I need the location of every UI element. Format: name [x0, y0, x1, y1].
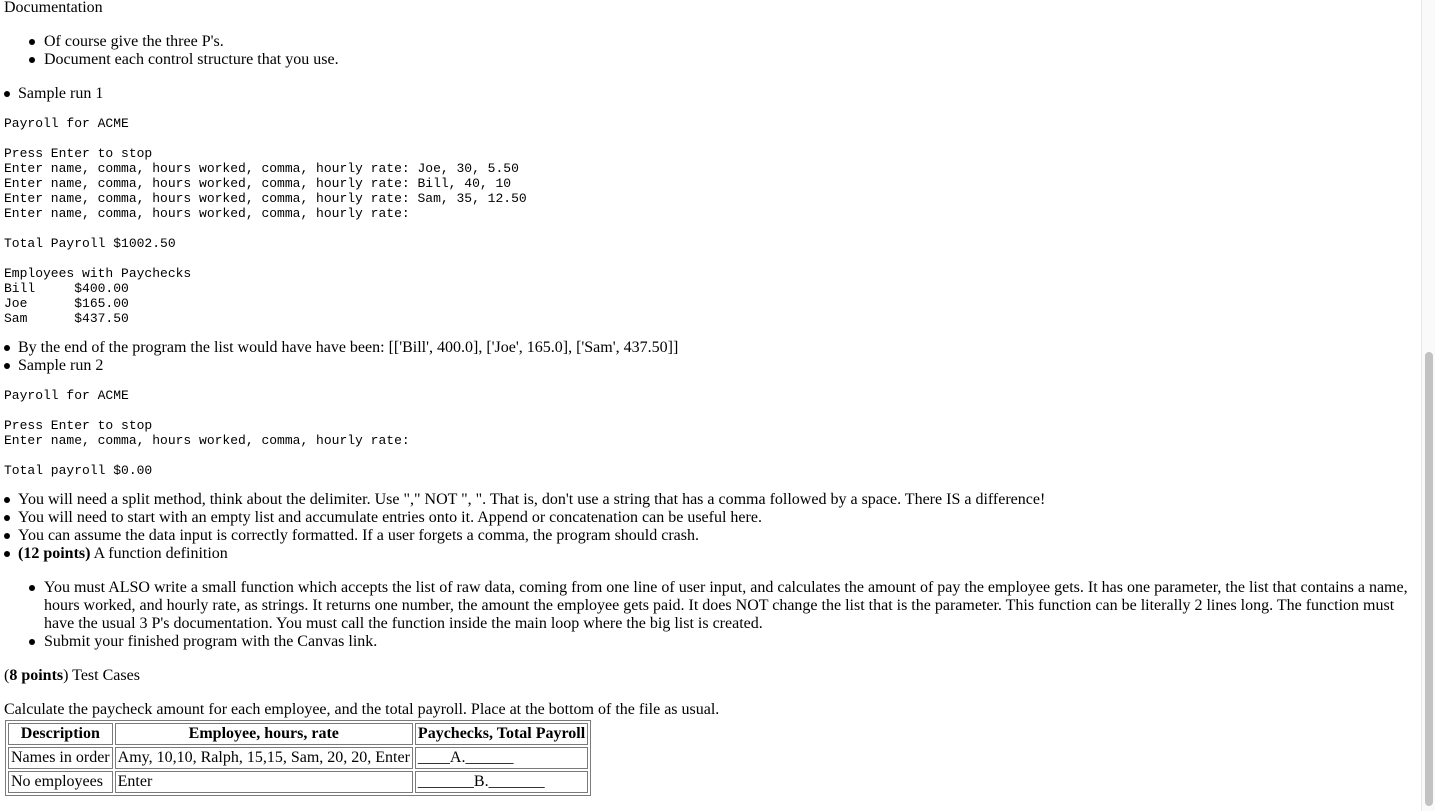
test-cases-intro: Calculate the paycheck amount for each employee, and the total payroll. Place at the bottom of the file as usual.: [4, 701, 720, 718]
table-row: [8, 747, 588, 769]
table-cell: _______B._______: [415, 771, 588, 793]
function-requirement: You must ALSO write a small function which accepts the list of raw data, coming from one line of user input, and calculates the amount of pay the employee gets. It has one parameter, the list that contains a name, hours worked, and hourly rate, as strings. It returns one number, the amount the employee gets paid. It does NOT change the list that is the parameter. This function can be literally 2 lines long. The function must have the usual 3 P's documentation. You must call the function inside the main loop where the big list is created.: [4, 579, 1416, 633]
notes-list-b: [4, 491, 1416, 563]
submission-note: Submit your finished program with the Canvas link.: [4, 633, 1416, 651]
note-item: You will need a split method, think about the delimiter. Use "," NOT ", ". That is, don't use a string that has a comma followed by a space. There IS a difference!: [4, 491, 1416, 509]
sample-run-1-label: Sample run 1: [4, 85, 1416, 103]
test-cases-table: [5, 720, 591, 796]
vertical-scrollbar[interactable]: [1421, 0, 1435, 811]
table-row: [8, 771, 588, 793]
table-cell: Amy, 10,10, Ralph, 15,15, Sam, 20, 20, Enter: [115, 747, 413, 769]
column-header: Description: [8, 723, 113, 745]
table-cell: No employees: [8, 771, 113, 793]
list-note: By the end of the program the list would have have been: [['Bill', 400.0], ['Joe', 165.0], ['Sam', 437.50]]: [4, 339, 1416, 357]
table-cell: ____A.______: [415, 747, 588, 769]
note-item: You will need to start with an empty list and accumulate entries onto it. Append or concatenation can be useful here.: [4, 509, 1416, 527]
notes-list-a: [4, 339, 1416, 375]
test-cases-title: Test Cases: [72, 667, 140, 684]
list-item: Document each control structure that you use.: [4, 51, 1416, 69]
function-title: A function definition: [93, 545, 228, 562]
list-item: Of course give the three P's.: [4, 33, 1416, 51]
table-cell: Enter: [115, 771, 413, 793]
table-cell: Names in order: [8, 747, 113, 769]
documentation-list: [4, 33, 1416, 69]
test-cases-points: 8 points: [9, 667, 64, 684]
sample-run-1-output: Payroll for ACME Press Enter to stop Enter name, comma, hours worked, comma, hourly rate: Joe, 30, 5.50 Enter name, comma, hours worked, comma, hourly rate: Bill, 40, 10 Enter name, comma, hours worked, comma, hourly rate: Sam, 35, 12.50 Enter name, comma, hours worked, comma, hourly rate: Total Payroll $1002.50 Employees with Paychecks Bill $400.00 Joe $165.00 Sam $437.50: [4, 116, 527, 326]
function-requirements-list: [4, 579, 1416, 651]
assignment-document: [4, 0, 1416, 719]
function-points: (12 points): [18, 545, 91, 562]
table-header-row: [8, 723, 588, 745]
column-header: Employee, hours, rate: [115, 723, 413, 745]
documentation-heading: Documentation: [4, 0, 103, 16]
sample-run-2-output: Payroll for ACME Press Enter to stop Enter name, comma, hours worked, comma, hourly rate: Total payroll $0.00: [4, 388, 410, 478]
function-section-heading: [4, 545, 1416, 563]
note-item: You can assume the data input is correctly formatted. If a user forgets a comma, the program should crash.: [4, 527, 1416, 545]
test-cases-heading: (8 points) Test Cases: [4, 667, 140, 684]
scrollbar-thumb[interactable]: [1425, 352, 1433, 806]
sample-run-1-list: [4, 85, 1416, 103]
sample-run-2-label: Sample run 2: [4, 357, 1416, 375]
column-header: Paychecks, Total Payroll: [415, 723, 588, 745]
